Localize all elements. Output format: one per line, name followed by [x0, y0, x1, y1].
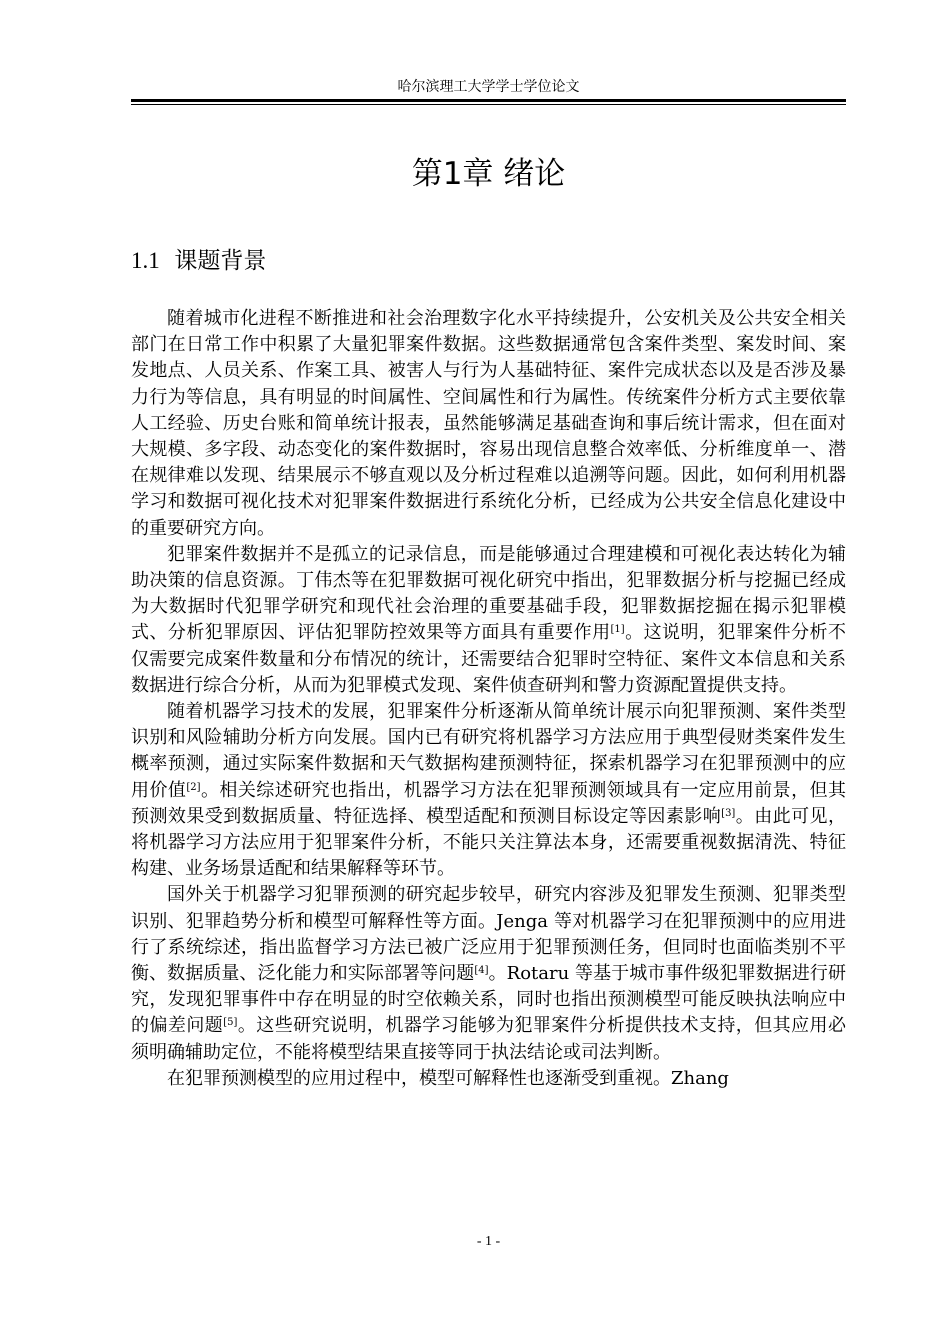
section-number: 1.1 [131, 248, 160, 273]
paragraph-text: 。Rotaru 等基于城市事件级犯罪数据进行研究，发现犯罪事件中存在明显的时空依赖关系，同时也指出预测模型可能反映执法响应中的偏差问题 [131, 963, 846, 1037]
paragraph-text: 。由此可见，将机器学习方法应用于犯罪案件分析，不能只关注算法本身，还需要重视数据清洗、特征构建、业务场景适配和结果解释等环节。 [131, 805, 847, 880]
section-heading [131, 244, 266, 278]
paragraph [131, 882, 846, 1065]
citation-ref: [5] [223, 1017, 238, 1029]
paragraph-text: 。这说明，犯罪案件分析不仅需要完成案件数量和分布情况的统计，还需要结合犯罪时空特征、案件文本信息和关系数据进行综合分析，从而为犯罪模式发现、案件侦查研判和警力资源配置提供支持。 [131, 622, 847, 696]
header-rule-thin [131, 104, 846, 105]
paragraph-text: 国外关于机器学习犯罪预测的研究起步较早，研究内容涉及犯罪发生预测、犯罪类型识别、犯罪趋势分析和模型可解释性等方面。Jenga 等对机器学习在犯罪预测中的应用进行了系统综述，指出监督学习方法已被广泛应用于犯罪预测任务，但同时也面临类别不平衡、数据质量、泛化能力和实际部署等问题 [131, 884, 846, 985]
paragraph-text: 犯罪案件数据并不是孤立的记录信息，而是能够通过合理建模和可视化表达转化为辅助决策的信息资源。丁伟杰等在犯罪数据可视化研究中指出，犯罪数据分析与挖掘已经成为大数据时代犯罪学研究和现代社会治理的重要基础手段，犯罪数据挖掘在揭示犯罪模式、分析犯罪原因、评估犯罪防控效果等方面具有重要作用 [131, 543, 846, 644]
paragraph [131, 1066, 846, 1092]
chapter-title: 第1章 绪论 [411, 156, 566, 192]
running-header: 哈尔滨理工大学学士学位论文 [397, 79, 580, 95]
page-number: - 1 - [476, 1234, 501, 1249]
header-rule-thick [131, 99, 846, 102]
paragraph-text: 在犯罪预测模型的应用过程中，模型可解释性也逐渐受到重视。Zhang [167, 1067, 729, 1089]
paragraph-text: 随着城市化进程不断推进和社会治理数字化水平持续提升，公安机关及公共安全相关部门在日常工作中积累了大量犯罪案件数据。这些数据通常包含案件类型、案发时间、案发地点、人员关系、作案工具、被害人与行为人基础特征、案件完成状态以及是否涉及暴力行为等信息，具有明显的时间属性、空间属性和行为属性。传统案件分析方式主要依靠人工经验、历史台账和简单统计报表，虽然能够满足基础查询和事后统计需求，但在面对大规模、多字段、动态变化的案件数据时，容易出现信息整合效率低、分析维度单一、潜在规律难以发现、结果展示不够直观以及分析过程难以追溯等问题。因此，如何利用机器学习和数据可视化技术对犯罪案件数据进行系统化分析，已经成为公共安全信息化建设中的重要研究方向。 [131, 308, 846, 539]
body-text [131, 306, 846, 1092]
citation-ref: [3] [721, 807, 736, 819]
citation-ref: [2] [186, 781, 201, 793]
citation-ref: [4] [474, 965, 489, 977]
paragraph [131, 542, 846, 699]
paragraph [131, 699, 846, 882]
paragraph-text: 。相关综述研究也指出，机器学习方法在犯罪预测领域具有一定应用前景，但其预测效果受到数据质量、特征选择、模型适配和预测目标设定等因素影响 [131, 779, 847, 827]
paragraph-text: 。这些研究说明，机器学习能够为犯罪案件分析提供技术支持，但其应用必须明确辅助定位，不能将模型结果直接等同于执法结论或司法判断。 [131, 1015, 847, 1063]
section-title: 课题背景 [174, 248, 267, 274]
paragraph [131, 306, 846, 542]
paragraph-text: 随着机器学习技术的发展，犯罪案件分析逐渐从简单统计展示向犯罪预测、案件类型识别和风险辅助分析方向发展。国内已有研究将机器学习方法应用于典型侵财类案件发生概率预测，通过实际案件数据和天气数据构建预测特征，探索机器学习在犯罪预测中的应用价值 [131, 701, 846, 801]
citation-ref: [1] [610, 624, 625, 636]
